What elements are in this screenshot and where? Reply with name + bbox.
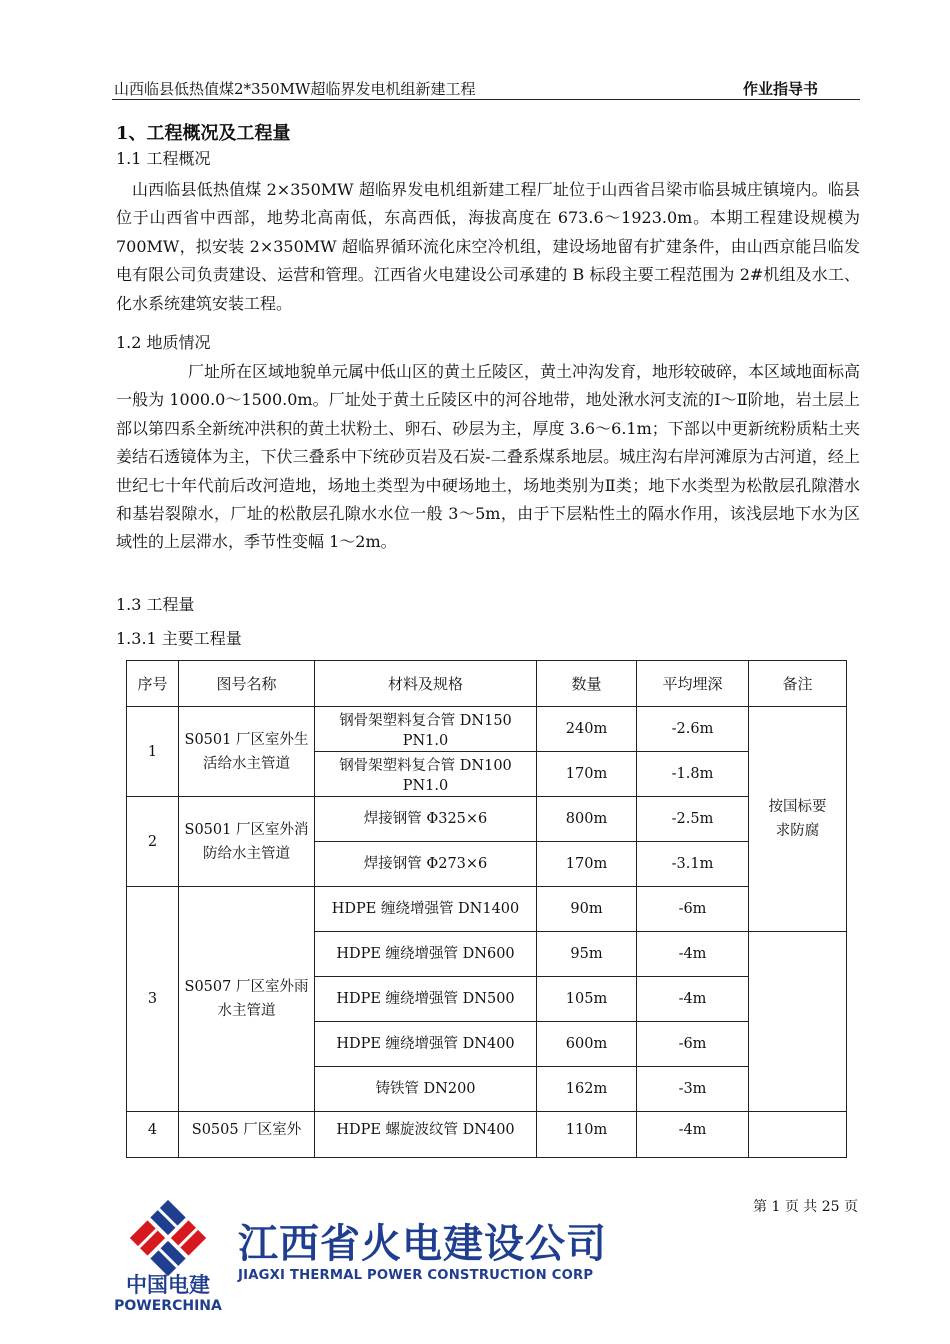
project-title: 山西临县低热值煤2*350MW超临界发电机组新建工程: [114, 80, 476, 98]
row-qty: 162m: [537, 1067, 637, 1112]
section-1-3-1-title: 1.3.1 主要工程量: [116, 629, 242, 648]
row-qty: 240m: [537, 707, 637, 752]
row-spec: 钢骨架塑料复合管 DN150 PN1.0: [315, 707, 537, 752]
quantity-table: [126, 660, 847, 1158]
company-name-cn: 江西省火电建设公司: [238, 1221, 607, 1267]
row-depth: -4m: [637, 1112, 749, 1158]
row-depth: -2.5m: [637, 797, 749, 842]
row-drawing-name: S0501 厂区室外消防给水主管道: [179, 797, 315, 887]
row-qty: 90m: [537, 887, 637, 932]
row-spec: HDPE 缠绕增强管 DN500: [315, 977, 537, 1022]
row-spec: 焊接钢管 Φ325×6: [315, 797, 537, 842]
section-1-2-title: 1.2 地质情况: [116, 333, 211, 352]
row-depth: -3.1m: [637, 842, 749, 887]
row-qty: 95m: [537, 932, 637, 977]
row-drawing-name: S0501 厂区室外生活给水主管道: [179, 707, 315, 797]
row-spec: 钢骨架塑料复合管 DN100 PN1.0: [315, 752, 537, 797]
row-depth: -1.8m: [637, 752, 749, 797]
row-drawing-name: S0505 厂区室外: [179, 1112, 315, 1158]
remark-empty-cell: [749, 1112, 847, 1158]
row-qty: 170m: [537, 842, 637, 887]
header-spec: 材料及规格: [315, 661, 537, 707]
row-depth: -6m: [637, 887, 749, 932]
row-no: 4: [127, 1112, 179, 1158]
table-header-row: [127, 661, 847, 707]
section-1-2-text: 厂址所在区域地貌单元属中低山区的黄土丘陵区，黄土冲沟发育，地形较破碎，本区域地面标高一般为 1000.0～1500.0m。厂址处于黄土丘陵区中的河谷地带，地处湫水河支流的Ⅰ～Ⅱ阶地，岩土层上部以第四系全新统冲洪积的黄土状粉土、卵石、砂层为主，厚度 3.6～6.1m；下部以中更新统粉质粘土夹姜结石透镜体为主，下伏三叠系中下统砂页岩及石炭-二叠系煤系地层。城庄沟右岸河滩原为古河道，经上世纪七十年代前后改河造地，场地土类型为中硬场地土，场地类别为Ⅱ类；地下水类型为松散层孔隙潜水和基岩裂隙水，厂址的松散层孔隙水水位一般 3～5m，由于下层粘性土的隔水作用，该浅层地下水为区域性的上层滞水，季节性变幅 1～2m。: [116, 362, 861, 552]
section-1-3-title: 1.3 工程量: [116, 595, 195, 614]
row-depth: -2.6m: [637, 707, 749, 752]
row-qty: 110m: [537, 1112, 637, 1158]
row-depth: -4m: [637, 977, 749, 1022]
header-depth: 平均埋深: [637, 661, 749, 707]
header-qty: 数量: [537, 661, 637, 707]
powerchina-logo: [108, 1196, 228, 1316]
row-spec: HDPE 缠绕增强管 DN600: [315, 932, 537, 977]
table-row: [127, 797, 847, 842]
row-drawing-name: S0507 厂区室外雨水主管道: [179, 887, 315, 1112]
company-name-en: JIAGXI THERMAL POWER CONSTRUCTION CORP: [238, 1268, 594, 1283]
page-header: [112, 80, 860, 100]
row-no: 2: [127, 797, 179, 887]
remark-cell: 按国标要求防腐: [749, 707, 847, 932]
table-row: [127, 887, 847, 932]
section-1-1-title: 1.1 工程概况: [116, 149, 211, 168]
header-no: 序号: [127, 661, 179, 707]
header-drawing-name: 图号名称: [179, 661, 315, 707]
row-qty: 800m: [537, 797, 637, 842]
logo-cn-text: 中国电建: [126, 1273, 210, 1297]
table-row: [127, 707, 847, 752]
logo-en-text: POWERCHINA: [114, 1298, 222, 1314]
row-depth: -6m: [637, 1022, 749, 1067]
header-remark: 备注: [749, 661, 847, 707]
row-spec: HDPE 缠绕增强管 DN1400: [315, 887, 537, 932]
row-spec: HDPE 螺旋波纹管 DN400: [315, 1112, 537, 1158]
doc-type: 作业指导书: [742, 80, 818, 98]
row-spec: 焊接钢管 Φ273×6: [315, 842, 537, 887]
row-spec: HDPE 缠绕增强管 DN400: [315, 1022, 537, 1067]
row-qty: 170m: [537, 752, 637, 797]
row-depth: -3m: [637, 1067, 749, 1112]
row-no: 1: [127, 707, 179, 797]
table-row: [127, 1112, 847, 1158]
section-1-1-text: 山西临县低热值煤 2×350MW 超临界发电机组新建工程厂址位于山西省吕梁市临县城庄镇境内。临县位于山西省中西部，地势北高南低，东高西低，海拔高度在 673.6～1923.0m。本期工程建设规模为 700MW，拟安装 2×350MW 超临界循环流化床空冷机组，建设场地留有扩建条件，由山西京能吕临发电有限公司负责建设、运营和管理。江西省火电建设公司承建的 B 标段主要工程范围为 2#机组及水工、化水系统建筑安装工程。: [116, 180, 860, 313]
row-qty: 105m: [537, 977, 637, 1022]
row-qty: 600m: [537, 1022, 637, 1067]
row-depth: -4m: [637, 932, 749, 977]
section-1-title: 1、工程概况及工程量: [116, 123, 291, 144]
row-spec: 铸铁管 DN200: [315, 1067, 537, 1112]
powerchina-emblem-icon: [108, 1196, 228, 1316]
page-number: 第 1 页 共 25 页: [753, 1199, 858, 1215]
row-no: 3: [127, 887, 179, 1112]
